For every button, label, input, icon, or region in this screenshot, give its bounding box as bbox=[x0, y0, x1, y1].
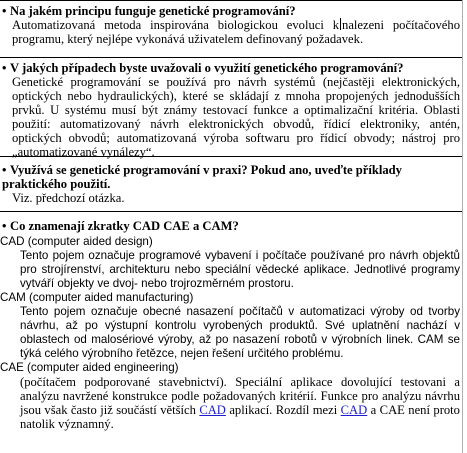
question-3 bbox=[0, 163, 462, 191]
cae-def-part-2: aplikací. Rozdíl mezi bbox=[225, 403, 341, 417]
question-4-text: Co znamenají zkratky CAD CAE a CAM? bbox=[10, 219, 239, 233]
row-divider bbox=[0, 57, 462, 58]
row-divider bbox=[0, 211, 462, 212]
answer-2 bbox=[0, 75, 462, 159]
qa-block-3 bbox=[0, 163, 462, 205]
answer-1-text[interactable] bbox=[12, 18, 460, 46]
answer-1-part-a: Automatizovaná metoda inspirována biologickou evoluci k bbox=[12, 18, 340, 32]
bullet-icon: • bbox=[2, 4, 7, 18]
answer-3-text[interactable]: Viz. předchozí otázka. bbox=[12, 191, 125, 205]
answer-1-part-b: nalezeni počítačového programu, který nejlépe vykonává uživatelem definovaný požadavek. bbox=[12, 18, 460, 46]
cam-definition[interactable]: Tento pojem označuje obecné nasazení počítačů v automatizaci výroby od tvorby návrhu, až po výstupní kontrolu vyrobených produktů. Své uplatnění nachází v oblastech od malosériové výroby, až po nasazení robotů v výrobních linek. CAM se týká celého výrobního řetězce, nejen řešení určitého problému. bbox=[20, 305, 460, 360]
qa-block-4 bbox=[0, 219, 462, 431]
answer-3 bbox=[0, 191, 462, 205]
answer-2-text[interactable]: Genetické programování se používá pro návrh systémů (nejčastěji elektronických, optických nebo hydraulických), které se skládají z mnoha propojených jednodušších prvků. U systému musí být známy testovací funkce a optimalizační kritéria. Oblasti použití: automatizovaný návrh elektronických obvodů, řídicí elektroniky, antén, optických obvodů; automatizovaná výroba softwaru pro řídicí obvody; nástroj pro „automatizované vynálezy“. bbox=[12, 75, 460, 159]
text-cursor bbox=[340, 18, 341, 30]
cam-term: CAM (computer aided manufacturing) bbox=[0, 291, 194, 304]
question-1-text: Na jakém principu funguje genetické programování? bbox=[10, 4, 296, 18]
table-right-border bbox=[462, 0, 463, 453]
bullet-icon: • bbox=[2, 163, 7, 177]
question-2 bbox=[0, 61, 462, 75]
question-3-text: Využívá se genetické programování v praxi? Pokud ano, uveďte příklady praktického použití. bbox=[2, 163, 402, 191]
bullet-icon: • bbox=[2, 61, 7, 75]
cad-link[interactable]: CAD bbox=[199, 403, 226, 417]
qa-block-1 bbox=[0, 4, 462, 46]
cae-def-part-1: (počítačem podporované stavebnictví). Speciální aplikace dovolující testovani a analýzu navržené konstrukce podle požadovaných kritérií. Funkce pro analýzu návrhu jsou však často již součástí větších bbox=[20, 375, 460, 417]
answer-1 bbox=[0, 18, 462, 46]
bullet-icon: • bbox=[2, 219, 7, 233]
cad-term: CAD (computer aided design) bbox=[0, 235, 153, 248]
cae-term: CAE (computer aided engineering) bbox=[0, 361, 179, 374]
qa-block-2 bbox=[0, 61, 462, 159]
question-4 bbox=[0, 219, 462, 233]
question-2-text: V jakých případech byste uvažovali o využití genetického programování? bbox=[10, 61, 404, 75]
cad-link[interactable]: CAD bbox=[340, 403, 368, 417]
question-1 bbox=[0, 4, 462, 18]
row-divider bbox=[0, 156, 462, 157]
cae-def-part-3: a CAE není proto natolik významný. bbox=[20, 403, 460, 431]
cad-definition[interactable]: Tento pojem označuje programové vybavení i počítače používané pro návrh objektů pro strojírenství, architekturu nebo speciální vědecké aplikace. Jednotlivé programy vytváří objekty ve dvoj- nebo trojrozměrném prostoru. bbox=[20, 249, 460, 290]
row-divider bbox=[0, 0, 462, 1]
cae-definition[interactable] bbox=[0, 375, 462, 431]
